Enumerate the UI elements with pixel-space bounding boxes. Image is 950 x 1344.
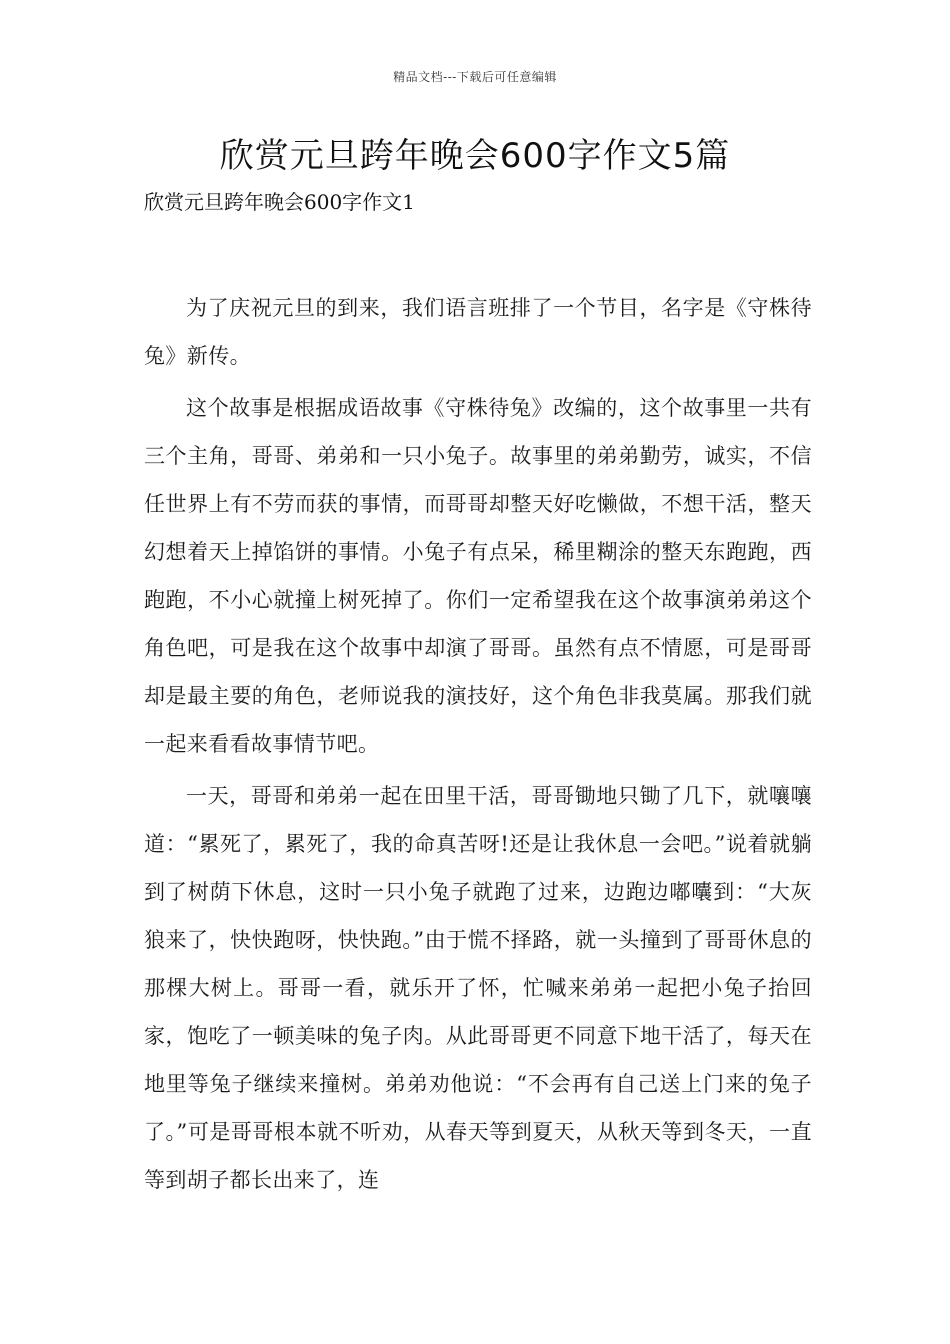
essay-body xyxy=(144,284,812,1204)
essay-subtitle: 欣赏元旦跨年晚会600字作文1 xyxy=(144,190,415,214)
header-note: 精品文档---下载后可任意编辑 xyxy=(393,70,557,84)
paragraph-3: 一天，哥哥和弟弟一起在田里干活，哥哥锄地只锄了几下，就嚷嚷道：“累死了，累死了，我的命真苦呀!还是让我休息一会吧。”说着就躺到了树荫下休息，这时一只小兔子就跑了过来，边跑边嘟囔到：“大灰狼来了，快快跑呀，快快跑。”由于慌不择路，就一头撞到了哥哥休息的那棵大树上。哥哥一看，就乐开了怀，忙喊来弟弟一起把小兔子抬回家，饱吃了一顿美味的兔子肉。从此哥哥更不同意下地干活了，每天在地里等兔子继续来撞树。弟弟劝他说：“不会再有自己送上门来的兔子了。”可是哥哥根本就不听劝，从春天等到夏天，从秋天等到冬天，一直等到胡子都长出来了，连 xyxy=(144,784,812,1192)
document-title: 欣赏元旦跨年晚会600字作文5篇 xyxy=(219,136,731,176)
paragraph-2: 这个故事是根据成语故事《守株待兔》改编的，这个故事里一共有三个主角，哥哥、弟弟和一只小兔子。故事里的弟弟勤劳，诚实，不信任世界上有不劳而获的事情，而哥哥却整天好吃懒做，不想干活，整天幻想着天上掉馅饼的事情。小兔子有点呆，稀里糊涂的整天东跑跑，西跑跑，不小心就撞上树死掉了。你们一定希望我在这个故事演弟弟这个角色吧，可是我在这个故事中却演了哥哥。虽然有点不情愿，可是哥哥却是最主要的角色，老师说我的演技好，这个角色非我莫属。那我们就一起来看看故事情节吧。 xyxy=(144,396,812,756)
paragraph-1: 为了庆祝元旦的到来，我们语言班排了一个节目，名字是《守株待兔》新传。 xyxy=(144,296,812,368)
